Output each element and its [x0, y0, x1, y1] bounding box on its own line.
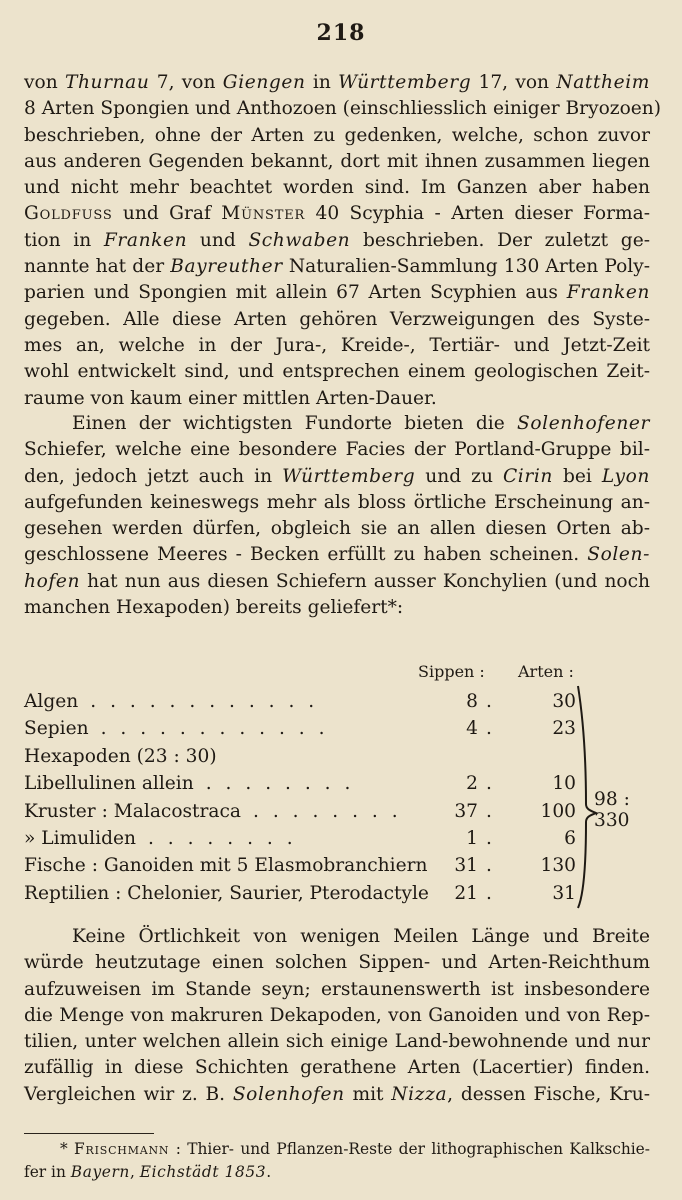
text-run: fer in: [24, 1163, 71, 1181]
text-line: [24, 1138, 650, 1161]
text-run: ,: [129, 1163, 140, 1181]
text-line: [24, 149, 650, 175]
arten-count: 23: [552, 718, 576, 740]
text-run: Keine Örtlichkeit von wenigen Meilen Länge und Breite: [72, 926, 650, 947]
author-name: Münster: [221, 203, 306, 225]
sippen-count: 1: [466, 827, 478, 849]
text-line: [24, 228, 650, 254]
text-line: [24, 175, 650, 201]
table-row: [24, 798, 664, 825]
text-run: : Thier- und Pflanzen-Reste der lithographischen Kalkschie-: [169, 1140, 650, 1158]
arten-count: 130: [540, 855, 576, 877]
text-run: mes an, welche in der Jura-, Kreide-, Tertiär- und Jetzt-Zeit: [24, 334, 650, 356]
text-run: gegeben. Alle diese Arten gehören Verzweigungen des Syste-: [24, 308, 650, 330]
emphasized-name: Solenhofen: [232, 1083, 345, 1105]
text-run: 8 Arten Spongien und Anthozoen (einschliesslich einiger Bryozoen): [24, 98, 661, 120]
table-rows: [24, 688, 664, 907]
text-run: manchen Hexapoden) bereits geliefert*:: [24, 597, 404, 619]
arten-count: 100: [540, 800, 576, 822]
text-line: [24, 595, 650, 621]
text-line: [24, 924, 650, 950]
text-run: und nicht mehr beachtet worden sind. Im Ganzen aber haben: [24, 177, 650, 199]
emphasized-name: Schwaben: [248, 229, 351, 251]
text-run: aus anderen Gegenden bekannt, dort mit ihnen zusammen liegen: [24, 150, 650, 172]
row-label: Libellulinen allein: [24, 773, 194, 795]
footnote-rule: [24, 1133, 154, 1134]
text-run: zufällig in diese Schichten gerathene Arten (Lacertier) finden.: [24, 1057, 650, 1079]
emphasized-name: Eichstädt 1853: [139, 1163, 267, 1181]
text-run: tilien, unter welchen allein sich einige Land-bewohnende und nur: [24, 1031, 650, 1053]
text-run: Vergleichen wir z. B.: [24, 1083, 233, 1105]
text-line: [24, 359, 650, 385]
separator-dot: .: [486, 691, 492, 712]
emphasized-name: Bayern: [70, 1163, 130, 1181]
table-row: [24, 743, 664, 770]
author-name: Frischmann: [74, 1140, 170, 1158]
text-line: [24, 96, 661, 122]
text-run: 40 Scyphia - Arten dieser Forma-: [305, 203, 650, 225]
separator-dot: .: [486, 800, 492, 822]
separator-dot: .: [486, 718, 492, 740]
text-run: 7, von: [149, 72, 223, 93]
text-line: [24, 437, 650, 463]
arten-count: 30: [552, 691, 576, 712]
text-run: , dessen Fische, Kru-: [447, 1083, 651, 1105]
emphasized-name: Franken: [566, 282, 650, 304]
table-row: [24, 715, 664, 742]
text-line: [24, 1055, 650, 1081]
text-line: [24, 1003, 650, 1029]
text-line: [24, 977, 650, 1003]
row-label: Sepien: [24, 718, 89, 740]
sippen-count: 37: [454, 800, 478, 822]
sippen-count: 31: [454, 855, 478, 877]
header-arten: Arten :: [518, 662, 574, 681]
header-sippen: Sippen :: [418, 662, 485, 681]
paragraph-2: [24, 411, 650, 621]
emphasized-name: Nizza: [391, 1083, 448, 1105]
separator-dot: .: [486, 855, 492, 877]
text-run: beschrieben, ohne der Arten zu gedenken, welche, schon zuvor: [24, 124, 650, 146]
paragraph-1: [24, 70, 661, 412]
row-label: Fische : Ganoiden mit 5 Elasmobranchiern: [24, 855, 428, 877]
text-run: mit: [344, 1083, 392, 1105]
text-run: von: [24, 72, 65, 93]
emphasized-name: Württemberg: [338, 72, 472, 93]
text-line: [24, 1082, 650, 1108]
leader-dots: . . . . . . . .: [205, 773, 355, 795]
text-line: [24, 464, 650, 490]
text-run: parien und Spongien mit allein 67 Arten Scyphien aus: [24, 282, 567, 304]
text-run: hat nun aus diesen Schiefern ausser Konchylien (und noch: [80, 570, 650, 592]
arten-count: 31: [552, 882, 576, 904]
text-line: [24, 333, 650, 359]
row-label: Kruster : Malacostraca: [24, 800, 241, 822]
fossil-count-table: [24, 662, 664, 907]
text-run: wohl entwickelt sind, und entsprechen einem geologischen Zeit-: [24, 361, 650, 383]
text-line: [24, 569, 650, 595]
emphasized-name: Solen-: [587, 544, 650, 566]
paragraph-3: [24, 924, 650, 1108]
text-run: in: [305, 72, 339, 93]
separator-dot: .: [486, 773, 492, 795]
table-row: [24, 770, 664, 797]
text-line: [24, 307, 650, 333]
emphasized-name: Solenhofener: [517, 413, 650, 434]
text-run: beschrieben. Der zuletzt ge-: [350, 229, 650, 251]
text-run: gesehen werden dürfen, obgleich sie an allen diesen Orten ab-: [24, 518, 650, 540]
emphasized-name: Württemberg: [282, 465, 416, 487]
text-line: [24, 490, 650, 516]
text-run: nannte hat der: [24, 256, 171, 278]
sippen-count: 4: [466, 718, 478, 740]
text-line: [24, 70, 650, 96]
emphasized-name: Nattheim: [556, 72, 650, 93]
leader-dots: . . . . . . . . . . . .: [100, 718, 329, 740]
text-run: den, jedoch jetzt auch in: [24, 465, 283, 487]
emphasized-name: Cirin: [502, 465, 553, 487]
table-row: [24, 852, 664, 879]
text-run: Einen der wichtigsten Fundorte bieten die: [72, 413, 518, 434]
text-line: [24, 254, 650, 280]
sippen-count: 21: [454, 882, 478, 904]
separator-dot: .: [486, 827, 492, 849]
text-run: Schiefer, welche eine besondere Facies der Portland-Gruppe bil-: [24, 439, 650, 461]
row-label: » Limuliden: [24, 827, 136, 849]
text-run: .: [266, 1163, 272, 1181]
text-run: die Menge von makruren Dekapoden, von Ganoiden und von Rep-: [24, 1004, 650, 1026]
text-line: [24, 1029, 650, 1055]
emphasized-name: Thurnau: [64, 72, 150, 93]
row-label: Reptilien : Chelonier, Saurier, Pterodactyle: [24, 882, 429, 904]
leader-dots: . . . . . . . . . . . .: [90, 691, 319, 712]
separator-dot: .: [486, 882, 492, 904]
leader-dots: . . . . . . . .: [253, 800, 402, 822]
text-run: aufzuweisen im Stande seyn; erstaunenswerth ist insbesondere: [24, 978, 650, 1000]
row-label: Algen: [24, 691, 79, 712]
text-line: [24, 1161, 650, 1184]
text-run: und: [187, 229, 249, 251]
text-run: raume von kaum einer mittlen Arten-Dauer.: [24, 387, 437, 409]
text-run: aufgefunden keineswegs mehr als bloss örtliche Erscheinung an-: [24, 491, 650, 513]
sippen-count: 2: [466, 773, 478, 795]
text-line: [24, 123, 650, 149]
text-line: [24, 280, 650, 306]
text-run: und zu: [415, 465, 503, 487]
text-run: würde heutzutage einen solchen Sippen- und Arten-Reichthum: [24, 952, 650, 974]
table-row: [24, 688, 664, 715]
emphasized-name: Lyon: [601, 465, 651, 487]
arten-count: 10: [552, 773, 576, 795]
text-line: [24, 386, 650, 412]
text-run: 17, von: [471, 72, 557, 93]
emphasized-name: Franken: [103, 229, 188, 251]
page-number: 218: [316, 20, 366, 46]
row-label: Hexapoden (23 : 30): [24, 745, 217, 767]
footnote: [24, 1138, 650, 1184]
text-run: *: [60, 1140, 75, 1158]
emphasized-name: hofen: [24, 570, 81, 592]
table-row: [24, 825, 664, 852]
text-line: [24, 950, 650, 976]
sippen-count: 8: [466, 691, 478, 712]
table-row: [24, 880, 664, 907]
text-run: bei: [552, 465, 602, 487]
arten-count: 6: [564, 827, 576, 849]
text-line: [24, 411, 650, 437]
author-name: Goldfuss: [24, 203, 113, 225]
table-header: [24, 662, 664, 688]
leader-dots: . . . . . . . .: [147, 827, 297, 849]
text-line: [24, 542, 650, 568]
text-run: geschlossene Meeres - Becken erfüllt zu haben scheinen.: [24, 544, 588, 566]
total-ratio: 98 : 330: [594, 789, 630, 831]
text-line: [24, 201, 650, 227]
text-run: und Graf: [112, 203, 222, 225]
emphasized-name: Bayreuther: [170, 256, 283, 278]
text-run: tion in: [24, 229, 104, 251]
text-run: Naturalien-Sammlung 130 Arten Poly-: [282, 256, 651, 278]
emphasized-name: Giengen: [222, 72, 306, 93]
text-line: [24, 516, 650, 542]
